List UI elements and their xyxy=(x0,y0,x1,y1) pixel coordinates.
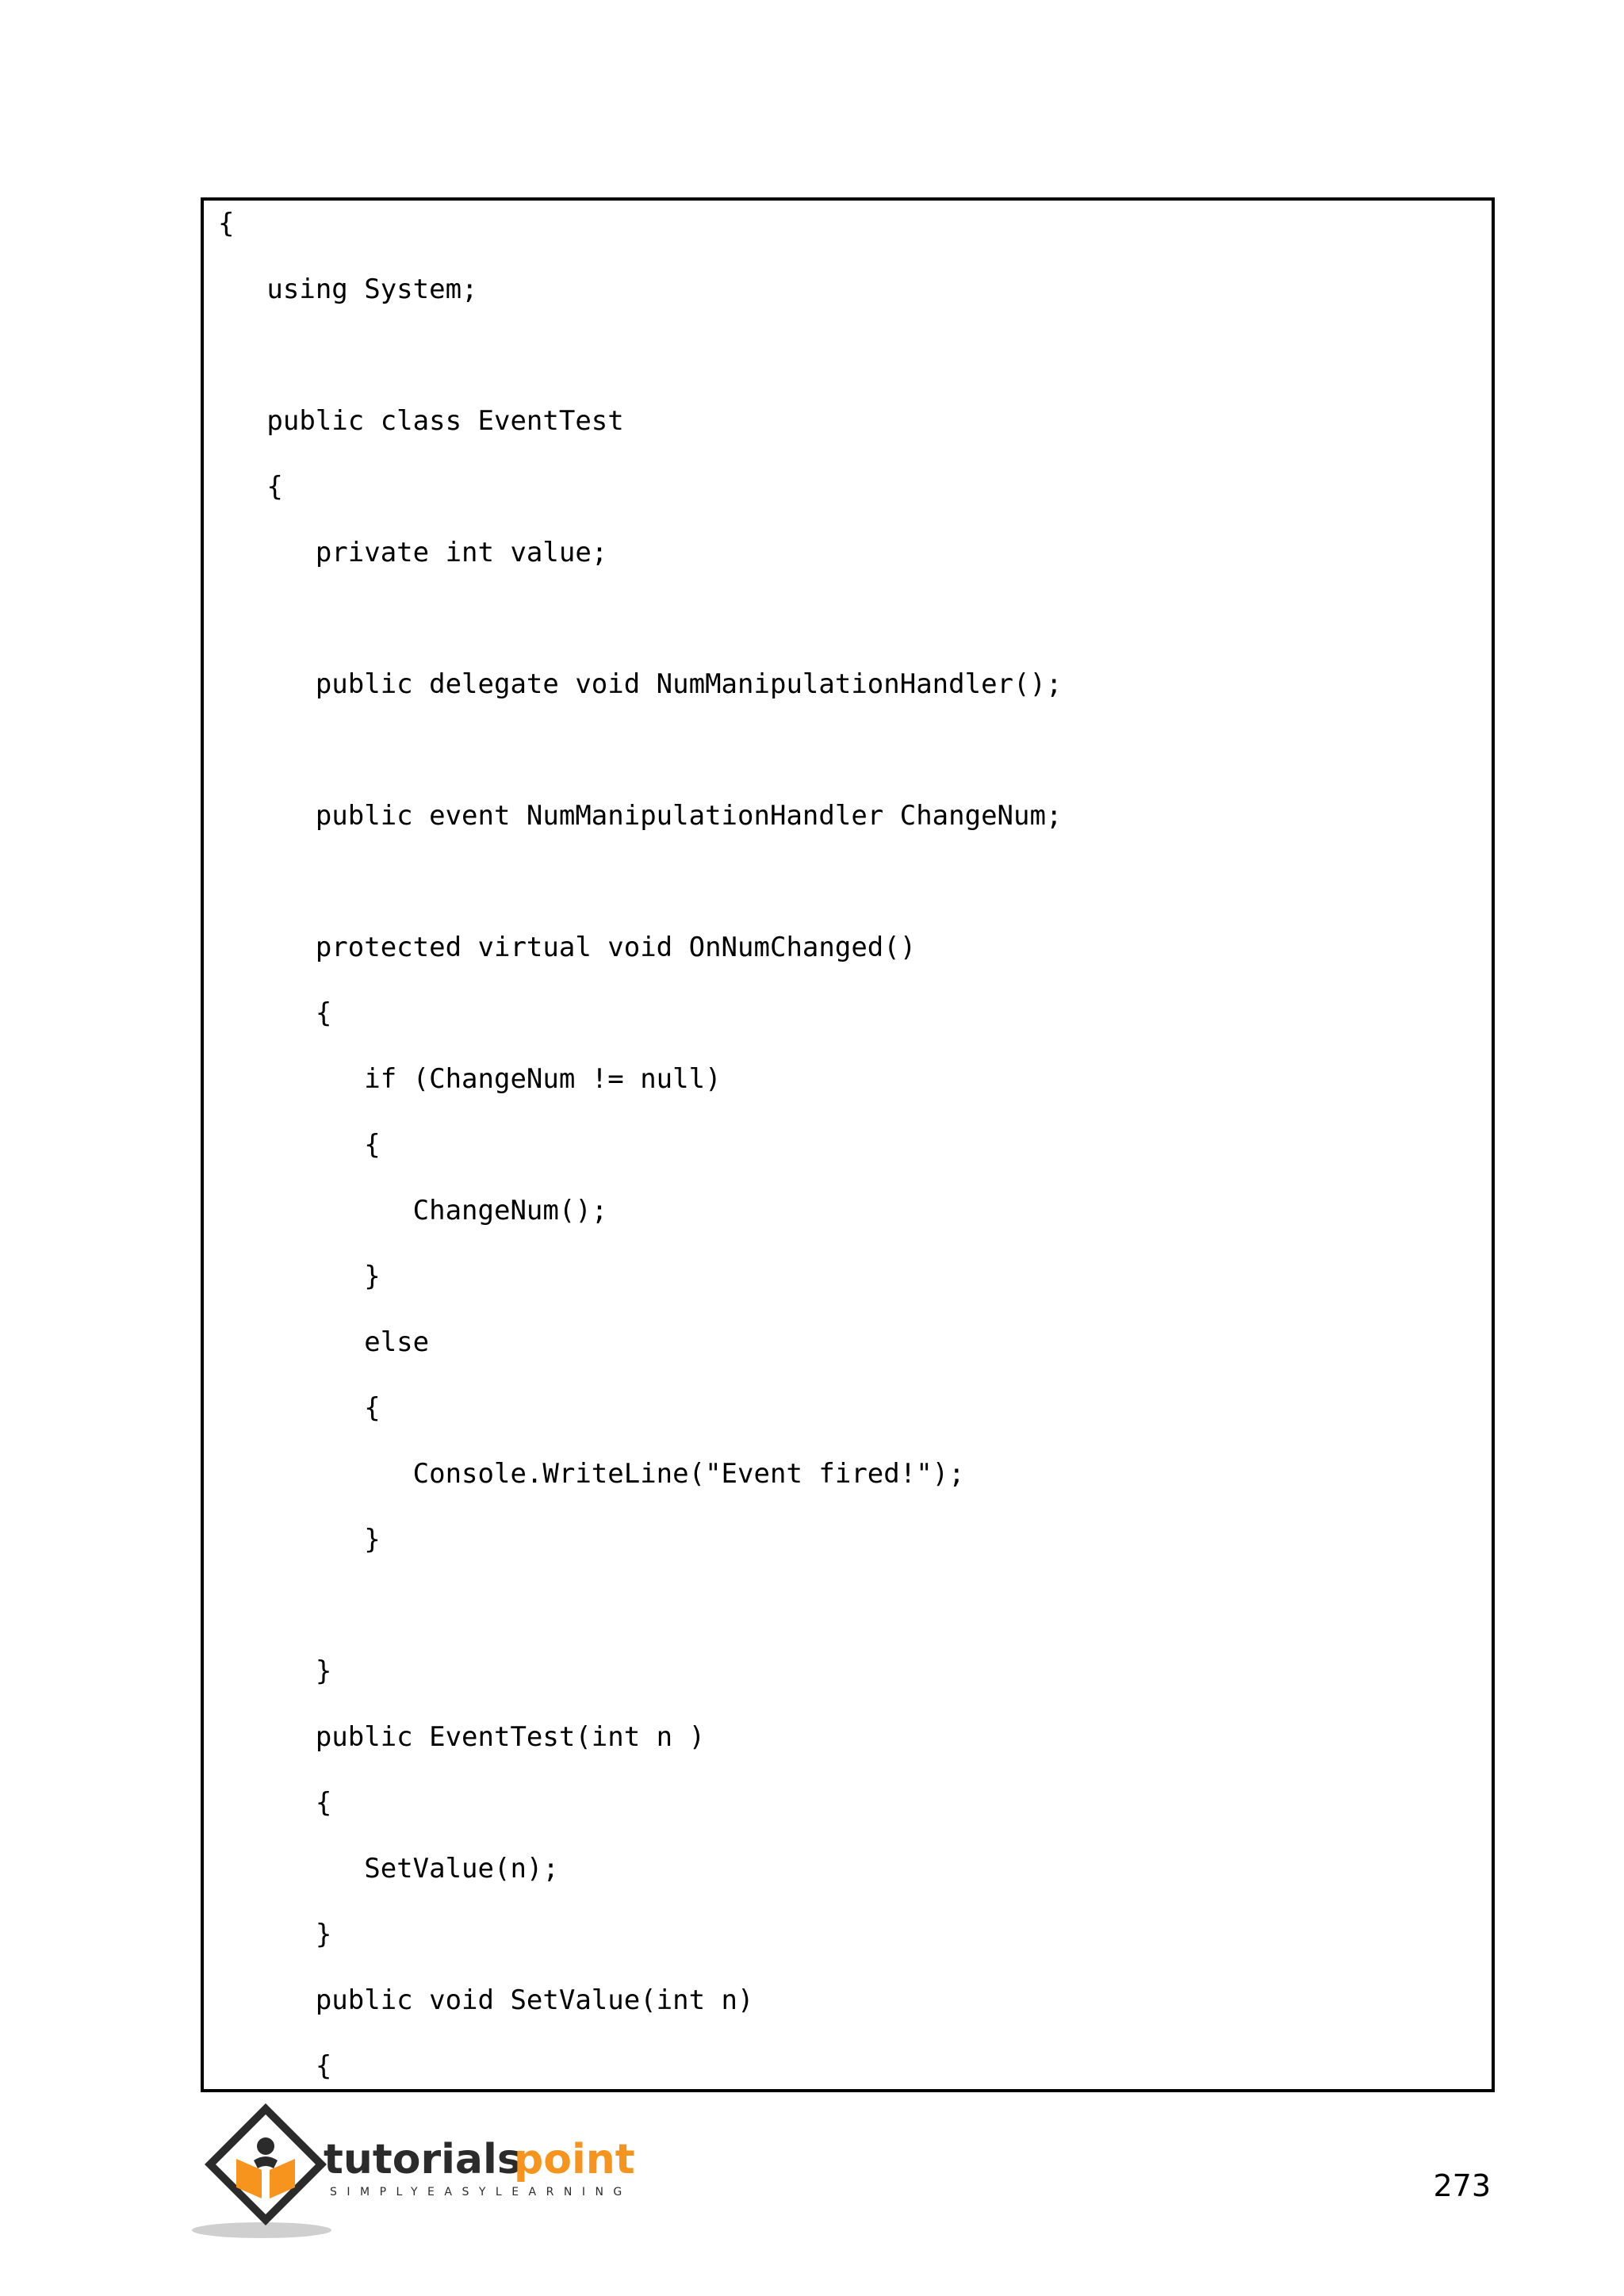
logo-tagline: SIMPLYEASYLEARNING xyxy=(330,2186,632,2198)
code-line: } xyxy=(218,1524,381,1556)
code-line: public event NumManipulationHandler ChangeNum; xyxy=(218,800,1063,832)
code-line: { xyxy=(218,471,283,503)
code-line: Console.WriteLine("Event fired!"); xyxy=(218,1458,965,1490)
code-line: } xyxy=(218,1261,381,1292)
logo-word-accent: point xyxy=(514,2136,635,2183)
code-line: public class EventTest xyxy=(218,405,624,437)
page-number: 273 xyxy=(1433,2168,1491,2203)
code-line: private int value; xyxy=(218,537,608,568)
code-line: protected virtual void OnNumChanged() xyxy=(218,932,917,963)
code-line: { xyxy=(218,1787,332,1819)
code-line: { xyxy=(218,997,332,1029)
code-line: using System; xyxy=(218,274,478,305)
code-line: public void SetValue(int n) xyxy=(218,1984,754,2016)
code-line: { xyxy=(218,208,235,239)
code-line: } xyxy=(218,1655,332,1687)
tutorialspoint-logo xyxy=(190,2097,650,2240)
code-block xyxy=(201,197,1495,2092)
code-line: SetValue(n); xyxy=(218,1853,559,1885)
code-line: public delegate void NumManipulationHandler(); xyxy=(218,668,1063,700)
logo-graphic xyxy=(190,2097,650,2240)
code-line: { xyxy=(218,1392,381,1424)
code-line: if (ChangeNum != null) xyxy=(218,1063,722,1095)
code-line: { xyxy=(218,2050,332,2082)
code-line: else xyxy=(218,1326,430,1358)
code-line: public EventTest(int n ) xyxy=(218,1721,706,1753)
code-line: { xyxy=(218,1129,381,1161)
logo-shadow xyxy=(192,2222,331,2238)
code-line: } xyxy=(218,1919,332,1950)
code-line: ChangeNum(); xyxy=(218,1195,608,1226)
logo-person-head-icon xyxy=(257,2137,274,2155)
logo-word-main: tutorials xyxy=(324,2136,522,2183)
